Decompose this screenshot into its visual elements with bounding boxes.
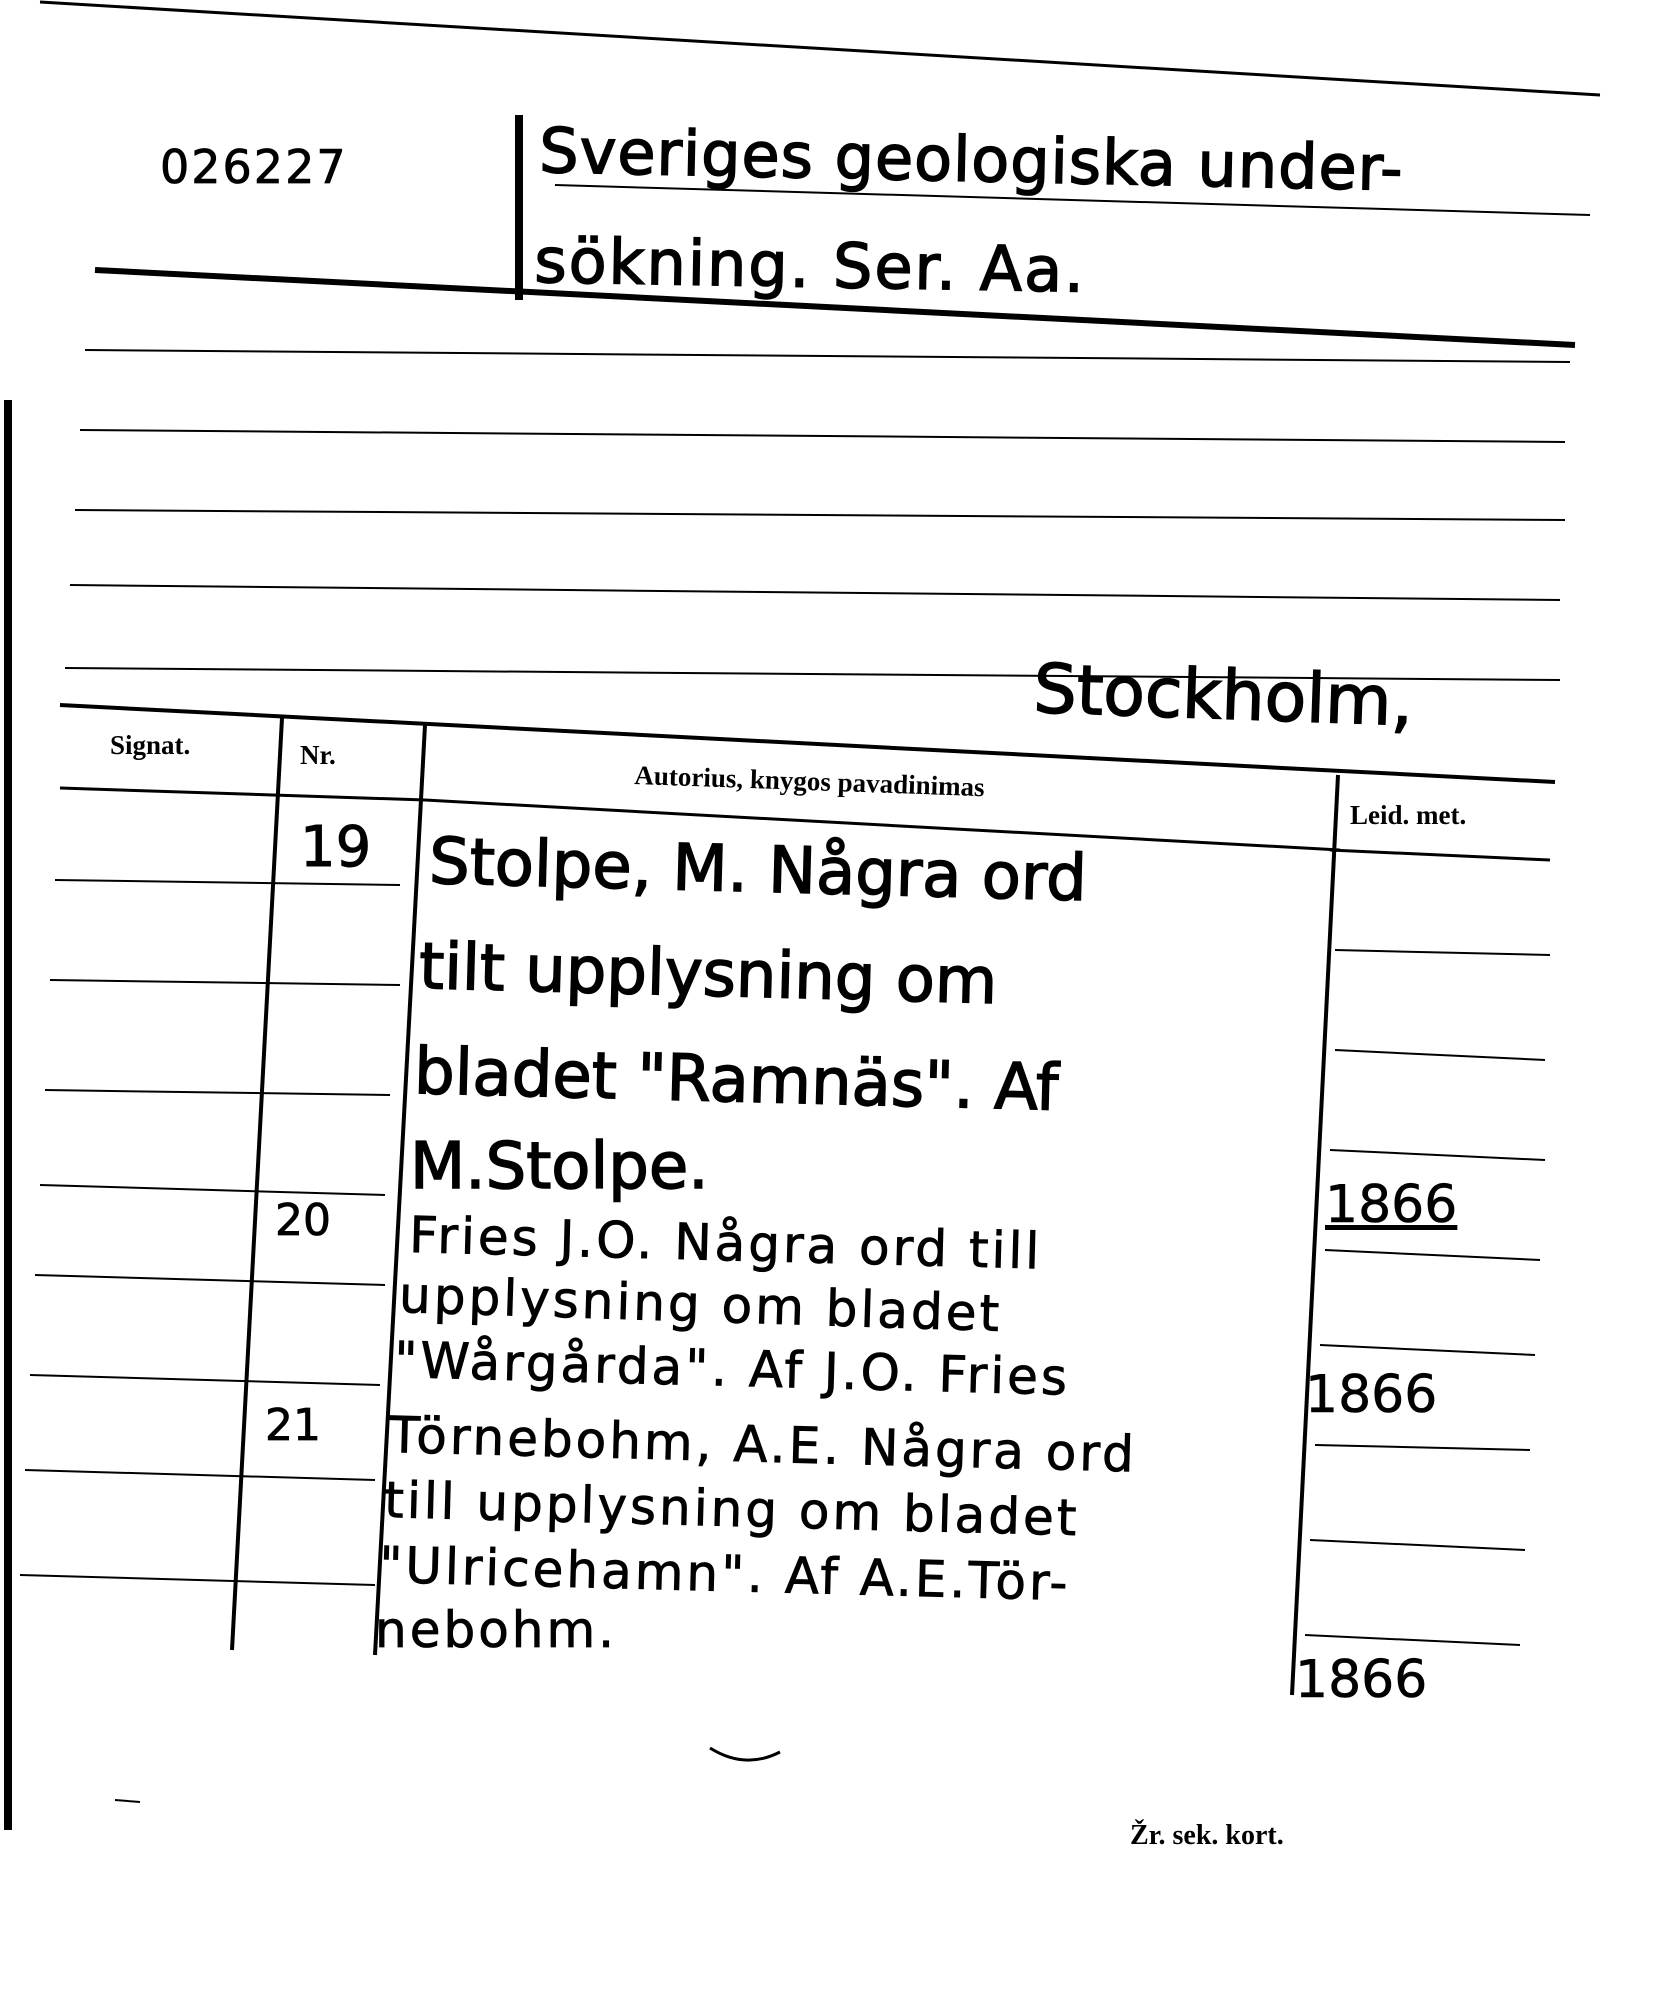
entry-21-line1: Törnebohm, A.E. Några ord (388, 1406, 1138, 1484)
entry-20-nr: 20 (275, 1195, 331, 1246)
entry-19-nr: 19 (300, 815, 372, 880)
divider-title-year (1292, 775, 1338, 1695)
entry-19-line2: tilt upplysning om (418, 930, 999, 1020)
card-title-line1: Sveriges geologiska under- (538, 114, 1405, 206)
entry-21-line2: till upplysning om bladet (383, 1471, 1081, 1548)
divider-signat-nr (232, 718, 282, 1650)
ruled-line-3 (75, 510, 1565, 520)
card-title-line2: sökning. Ser. Aa. (533, 224, 1087, 307)
header-signat: Signat. (110, 730, 191, 760)
entry-21-line4: nebohm. (375, 1601, 618, 1659)
place-of-publication: Stockholm, (1032, 650, 1415, 743)
entry-21-year: 1866 (1295, 1650, 1428, 1710)
entry-20-year: 1866 (1305, 1365, 1438, 1425)
header-bottom-left (60, 788, 425, 800)
stamp-mark (710, 1748, 780, 1760)
entry-20-line2: upplysning om bladet (398, 1266, 1003, 1343)
entry-19-year: 1866 (1325, 1175, 1458, 1235)
footer-note: Žr. sek. kort. (1130, 1820, 1284, 1851)
header-bottom-right (1330, 850, 1550, 860)
title-bracket (515, 115, 523, 300)
entry-20-line1: Fries J.O. Några ord till (408, 1206, 1043, 1281)
entry-21-nr: 21 (265, 1400, 321, 1451)
entry-19-line1: Stolpe, M. Några ord (428, 825, 1088, 917)
top-edge-line (40, 2, 1600, 95)
header-nr: Nr. (300, 740, 336, 770)
entry-20-line3: "Wårgårda". Af J.O. Fries (393, 1331, 1071, 1407)
header-author-title: Autorius, knygos pavadinimas (633, 760, 986, 803)
header-year: Leid. met. (1350, 800, 1467, 830)
entry-19-line4: M.Stolpe. (410, 1130, 709, 1204)
entry-21-line3: "Ulricehamn". Af A.E.Tör- (378, 1536, 1072, 1613)
ruled-line-2 (80, 430, 1565, 442)
ruled-line-4 (70, 585, 1560, 600)
catalog-number: 026227 (160, 140, 348, 194)
entry-19-line3: bladet "Ramnäs". Af (413, 1035, 1060, 1126)
ruled-line-1 (85, 350, 1570, 362)
